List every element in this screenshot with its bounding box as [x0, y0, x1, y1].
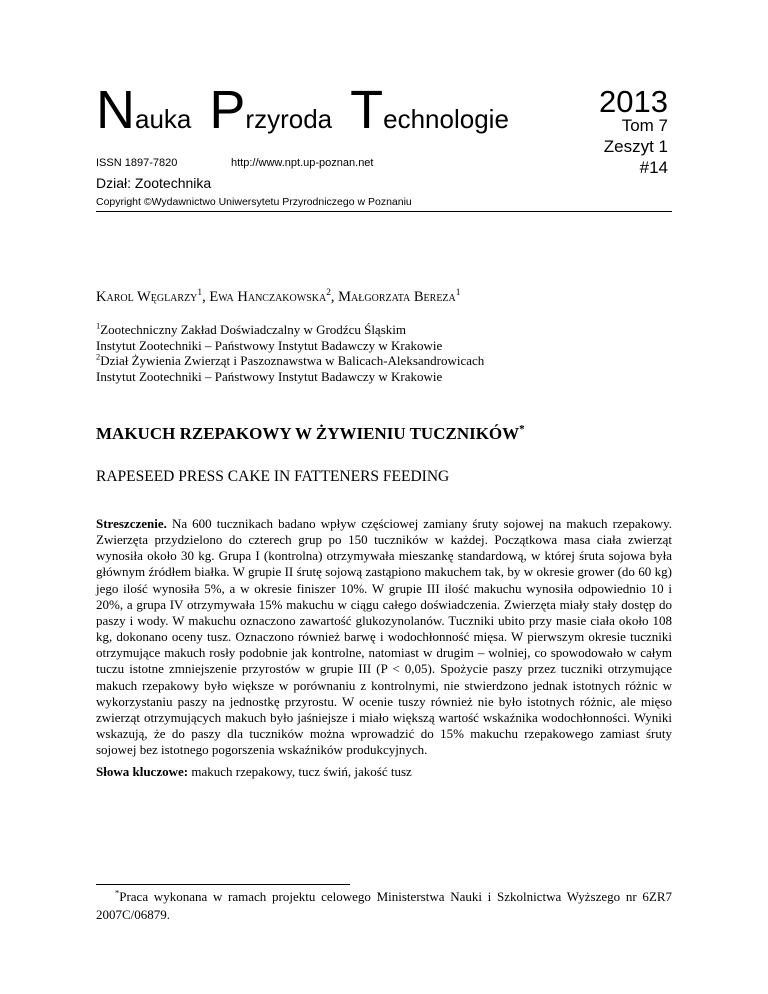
article-number: #14: [639, 158, 668, 177]
footnote-mark: *: [115, 887, 120, 898]
copyright-notice: Copyright ©Wydawnictwo Uniwersytetu Przyrodniczego w Poznaniu: [96, 196, 412, 208]
author-affiliation-mark: 2: [326, 288, 331, 299]
affiliations: [96, 322, 484, 385]
section-label: Dział: Zootechnika: [96, 175, 212, 191]
footnote-text: Praca wykonana w ramach projektu celowego Ministerstwa Nauki i Szkolnictwa Wyższego nr 6ZR7 2007C/06879.: [96, 889, 672, 922]
author-name: Małgorzata Bereza: [338, 289, 456, 305]
keywords-text: makuch rzepakowy, tucz świń, jakość tusz: [191, 764, 412, 779]
affiliation-line: $^2$Dział Żywienia Zwierząt i Paszoznawstwa w Balicach-Aleksandrowicach: [96, 352, 485, 369]
keywords-label: Słowa kluczowe:: [96, 764, 189, 779]
issue-number: Zeszyt 1: [603, 137, 668, 156]
journal-title-word-1: auka: [135, 104, 192, 134]
affiliation-line: $^1$Zootechniczny Zakład Doświadczalny w Grodźcu Śląskim: [96, 320, 406, 337]
issue-year: 2013: [599, 84, 668, 119]
affiliation-line: Instytut Zootechniki – Państwowy Instytut Badawczy w Krakowie: [96, 337, 443, 353]
author-name: Karol Węglarzy: [96, 289, 198, 305]
journal-title-initial-3: T: [350, 80, 384, 140]
article-title-english: RAPESEED PRESS CAKE IN FATTENERS FEEDING: [96, 468, 450, 485]
issn: ISSN 1897-7820: [96, 157, 178, 169]
title-footnote-mark: *: [519, 423, 525, 436]
issue-info: [604, 115, 668, 178]
header-divider: [96, 211, 672, 212]
article-title-text: MAKUCH RZEPAKOWY W ŻYWIENIU TUCZNIKÓW: [96, 424, 520, 443]
journal-url-link[interactable]: http://www.npt.up-poznan.net: [231, 157, 374, 169]
journal-title-initial-1: N: [96, 80, 135, 140]
author-affiliation-mark: 1: [455, 288, 461, 299]
abstract-text: Na 600 tucznikach badano wpływ częściowej zamiany śruty sojowej na makuch rzepakowy. Zwierzęta przydzielono do czterech grup po 150 tuczników w każdej. Początkowa masa ciała zwierząt wynosiła około 30 kg. Grupa I (kontrolna) otrzymywała mieszankę standardową, w której śruta sojowa była głównym źródłem białka. W grupie II śrutę sojową zastąpiono makuchem tak, by w okresie grower (do 60 kg) jego ilość wynosiła 5%, a w okresie finiszer 10%. W grupie III ilość makuchu wynosiła odpowiednio 10 i 20%, a grupa IV otrzymywała 15% makuchu w ciągu całego doświadczenia. Zwierzęta miały stały dostęp do paszy i wody. W makuchu oznaczono zawartość glukozynolanów. Tuczniki ubito przy masie ciała około 108 kg, dokonano oceny tusz. Oznaczono również barwę i wodochłonność mięsa. W pierwszym okresie tuczniki otrzymujące makuch rosły podobnie jak kontrolne, natomiast w drugim – wolniej, co spowodowało w całym tuczu istotne zmniejszenie przyrostów w grupie III (P < 0,05). Spożycie paszy przez tuczniki otrzymujące makuch rzepakowy było większe w porównaniu z kontrolnymi, nie stwierdzono jednak istotnych różnic w wykorzystaniu paszy na jednostkę przyrostu. W ocenie tuszy również nie było istotnych różnic, ale mięso zwierząt otrzymujących makuch było jaśniejsze i miało większą wartość wskaźnika wodochłonności. Wyniki wskazują, że do paszy dla tuczników można wprowadzić do 15% makuchu rzepakowego zamiast śruty sojowej bez istotnego pogorszenia wskaźników produkcyjnych.: [96, 516, 672, 758]
affiliation-mark: 2: [96, 352, 101, 363]
journal-title-initial-2: P: [209, 80, 246, 140]
footnote: [96, 888, 672, 924]
author-affiliation-mark: 1: [197, 288, 203, 299]
author-name: Ewa Hanczakowska: [209, 289, 327, 305]
affiliation-mark: 1: [96, 320, 101, 331]
footnote-divider: [96, 884, 350, 885]
author-list: Karol Węglarzy$^1$, Ewa Hanczakowska$^2$, Małgorzata Bereza$^1$: [96, 288, 461, 305]
affiliation-line: Instytut Zootechniki – Państwowy Instytut Badawczy w Krakowie: [96, 369, 443, 385]
article-title: [96, 424, 525, 444]
abstract: [96, 516, 672, 758]
abstract-label: Streszczenie.: [96, 516, 167, 531]
journal-title: [96, 80, 509, 140]
keywords: [96, 764, 412, 780]
issue-volume: Tom 7: [621, 116, 668, 135]
journal-title-word-2: rzyroda: [245, 104, 333, 134]
journal-title-word-3: echnologie: [383, 104, 509, 134]
